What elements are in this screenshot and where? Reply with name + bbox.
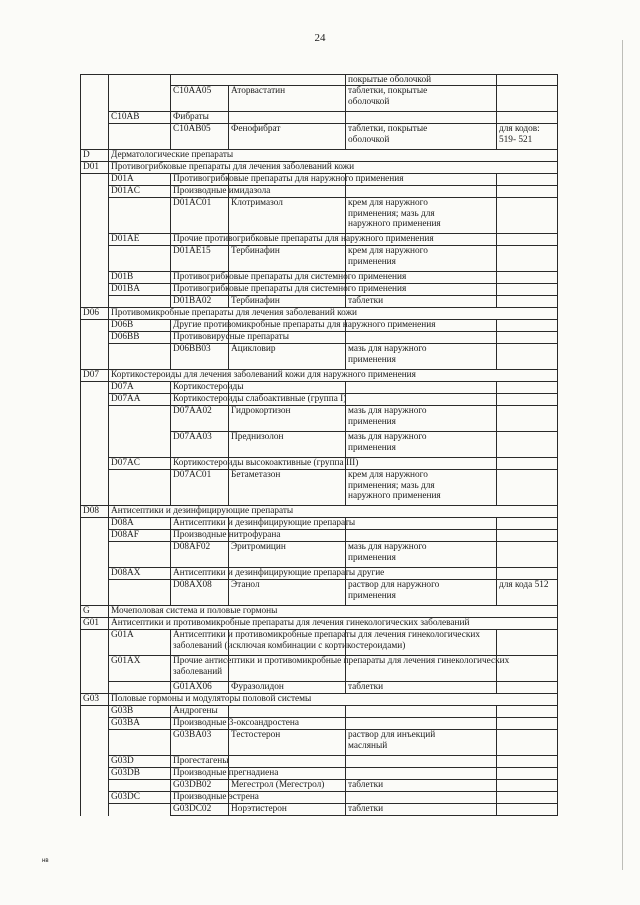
footer-mark: нв [42, 858, 49, 864]
atc-code-cell: Фибраты [173, 112, 209, 122]
atc-code-cell: D07AC01 [173, 470, 212, 480]
column-rule [170, 469, 171, 506]
dosage-form-cell: мазь для наружного применения [348, 432, 427, 453]
level2-code-cell: D07AC [111, 458, 140, 468]
atc-code-cell: D08AF02 [173, 542, 211, 552]
column-rule [496, 405, 497, 432]
drug-name-cell: Аторвастатин [231, 86, 286, 96]
column-rule [228, 85, 229, 112]
column-rule [345, 197, 346, 234]
level2-code-cell: Противомикробные препараты для лечения заболеваний кожи [111, 308, 357, 318]
dosage-form-cell: таблетки [348, 780, 384, 790]
column-rule [345, 431, 346, 458]
dosage-form-cell: таблетки, покрытые оболочкой [348, 86, 428, 107]
level2-code-cell: Дерматологические препараты [111, 150, 234, 160]
dosage-form-cell: раствор для инъекций масляный [348, 730, 436, 751]
level2-code-cell: G03BA [111, 718, 140, 728]
atc-code-cell: D01AC01 [173, 198, 212, 208]
drug-name-cell: Эритромицин [231, 542, 286, 552]
dosage-form-cell: раствор для наружного применения [348, 580, 440, 601]
column-rule [345, 579, 346, 606]
atc-code-cell: Прочие противогрибковые препараты для наружного применения [173, 234, 434, 244]
atc-code-cell: Производные эстрена [173, 792, 259, 802]
column-rule [170, 729, 171, 756]
column-rule [228, 579, 229, 606]
level2-code-cell: D07A [111, 382, 134, 392]
level2-code-cell: Половые гормоны и модуляторы половой системы [111, 694, 312, 704]
level1-code-cell: G [83, 606, 90, 616]
column-rule [170, 245, 171, 272]
dosage-form-cell: таблетки, покрытые оболочкой [348, 124, 428, 145]
level2-code-cell: Мочеполовая система и половые гормоны [111, 606, 278, 616]
atc-code-cell: Антисептики и дезинфицирующие препараты [173, 518, 356, 528]
atc-code-cell: Противогрибковые препараты для наружного применения [173, 174, 404, 184]
page-number: 24 [314, 32, 326, 44]
level2-code-cell: D01B [111, 272, 134, 282]
column-rule [228, 469, 229, 506]
column-rule [228, 123, 229, 150]
column-rule [228, 431, 229, 458]
level2-code-cell: Кортикостероиды для лечения заболеваний кожи для наружного применения [111, 370, 416, 380]
atc-code-cell: Противогрибковые препараты для системного применения [173, 272, 407, 282]
atc-code-cell: G01AX06 [173, 682, 212, 692]
level1-code-cell: D01 [83, 162, 100, 172]
column-rule [170, 85, 171, 112]
drug-name-cell: Ацикловир [231, 344, 276, 354]
atc-code-cell: G03DC02 [173, 804, 212, 814]
column-rule [108, 197, 109, 234]
note-cell: для кода 512 [499, 580, 549, 590]
level1-code-cell: D [83, 150, 90, 160]
level2-code-cell: G01A [111, 630, 134, 640]
column-rule [496, 85, 497, 112]
column-rule [496, 245, 497, 272]
column-rule [496, 469, 497, 506]
atc-code-cell: Производные 3-оксоандростена [173, 718, 299, 728]
dosage-form-cell: мазь для наружного применения [348, 406, 427, 427]
column-rule [108, 469, 109, 506]
atc-code-cell: D07AA02 [173, 406, 212, 416]
drug-name-cell: Мегестрол (Мегестрол) [231, 780, 325, 790]
column-rule [345, 469, 346, 506]
table-rule [80, 74, 557, 75]
column-rule [108, 579, 109, 606]
column-rule [345, 405, 346, 432]
atc-code-cell: D01BA02 [173, 296, 212, 306]
column-rule [345, 245, 346, 272]
drug-name-cell: Фенофибрат [231, 124, 281, 134]
atc-code-cell: D08AX08 [173, 580, 212, 590]
drug-name-cell: Норэтистерон [231, 804, 287, 814]
level2-code-cell: D01AE [111, 234, 140, 244]
atc-code-cell: D06BB03 [173, 344, 211, 354]
table-rule [80, 381, 557, 382]
column-rule [108, 431, 109, 458]
note-cell: для кодов: 519- 521 [499, 124, 540, 145]
atc-code-cell: Кортикостероиды [173, 382, 244, 392]
atc-code-cell: Производные нитрофурана [173, 530, 281, 540]
drug-name-cell: Тербинафин [231, 246, 280, 256]
level2-code-cell: G03DB [111, 768, 140, 778]
column-rule [228, 197, 229, 234]
drug-name-cell: Тербинафин [231, 296, 280, 306]
atc-code-cell: D01AE15 [173, 246, 211, 256]
dosage-form-cell: мазь для наружного применения [348, 344, 427, 365]
drug-name-cell: Фуразолидон [231, 682, 284, 692]
column-rule [170, 197, 171, 234]
level2-code-cell: D01AC [111, 186, 140, 196]
atc-code-cell: Антисептики и дезинфицирующие препараты другие [173, 568, 385, 578]
level2-code-cell: D01A [111, 174, 134, 184]
atc-code-cell: Антисептики и противомикробные препараты для лечения гинекологических заболеваний (исключая комбинации с кортикостероидами) [173, 630, 480, 651]
level2-code-cell: D08AF [111, 530, 139, 540]
drug-name-cell: Гидрокортизон [231, 406, 291, 416]
column-rule [170, 541, 171, 568]
atc-code-cell: Прочие антисептики и противомикробные препараты для лечения гинекологических заболеваний [173, 656, 510, 677]
column-rule [170, 629, 171, 656]
drug-name-cell: Бетаметазон [231, 470, 281, 480]
column-rule [345, 85, 346, 112]
level2-code-cell: G03DC [111, 792, 140, 802]
drug-name-cell: Этанол [231, 580, 260, 590]
level2-code-cell: D06BB [111, 332, 140, 342]
dosage-form-cell: крем для наружного применения [348, 246, 428, 267]
dosage-form-cell: таблетки [348, 804, 384, 814]
level1-code-cell: D07 [83, 370, 100, 380]
drug-name-cell: Тестостерон [231, 730, 281, 740]
column-rule [108, 729, 109, 756]
column-rule [557, 74, 558, 816]
drug-name-cell: Клотримазол [231, 198, 283, 208]
dosage-form-cell: мазь для наружного применения [348, 542, 427, 563]
column-rule [345, 729, 346, 756]
level2-code-cell: D01BA [111, 284, 140, 294]
atc-code-cell: G03DB02 [173, 780, 212, 790]
column-rule [170, 405, 171, 432]
atc-code-cell: Кортикостероиды высокоактивные (группа III) [173, 458, 359, 468]
column-rule [108, 803, 109, 816]
column-rule [496, 197, 497, 234]
atc-code-cell: Производные прегнадиена [173, 768, 279, 778]
level1-code-cell: D08 [83, 506, 100, 516]
column-rule [228, 729, 229, 756]
atc-code-cell: Кортикостероиды слабоактивные (группа I) [173, 394, 347, 404]
column-rule [228, 245, 229, 272]
column-rule [108, 541, 109, 568]
table-rule [170, 815, 557, 816]
column-rule [496, 729, 497, 756]
column-rule [108, 85, 109, 112]
atc-code-cell: Противовирусные препараты [173, 332, 289, 342]
dosage-form-cell: крем для наружного применения; мазь для наружного применения [348, 470, 441, 501]
atc-code-cell: Другие противомикробные препараты для наружного применения [173, 320, 436, 330]
atc-code-cell: C10AB05 [173, 124, 211, 134]
level2-code-cell: Противогрибковые препараты для лечения заболеваний кожи [111, 162, 355, 172]
drug-name-cell: Преднизолон [231, 432, 284, 442]
level1-code-cell: G03 [83, 694, 100, 704]
atc-code-cell: Андрогены [173, 706, 218, 716]
column-rule [496, 123, 497, 150]
atc-code-cell: D07AA03 [173, 432, 212, 442]
column-rule [108, 245, 109, 272]
column-rule [108, 655, 109, 682]
level2-code-cell: G01AX [111, 656, 141, 666]
atc-code-cell: Противогрибковые препараты для системного применения [173, 284, 407, 294]
dosage-form-cell: покрытые оболочкой [348, 75, 432, 85]
level2-code-cell: C10AB [111, 112, 140, 122]
column-rule [345, 343, 346, 370]
column-rule [496, 343, 497, 370]
column-rule [170, 579, 171, 606]
column-rule [345, 541, 346, 568]
atc-code-cell: C10AA05 [173, 86, 212, 96]
column-rule [108, 123, 109, 150]
level2-code-cell: G03B [111, 706, 134, 716]
level2-code-cell: D08A [111, 518, 134, 528]
column-rule [108, 629, 109, 656]
column-rule [496, 579, 497, 606]
column-rule [496, 629, 497, 656]
column-rule [170, 655, 171, 682]
table-rule [80, 705, 557, 706]
column-rule [228, 343, 229, 370]
level2-code-cell: D08AX [111, 568, 141, 578]
column-rule [228, 405, 229, 432]
dosage-form-cell: таблетки [348, 296, 384, 306]
level2-code-cell: G03D [111, 756, 134, 766]
column-rule [108, 343, 109, 370]
level2-code-cell: Антисептики и дезинфицирующие препараты [111, 506, 294, 516]
dosage-form-cell: таблетки [348, 682, 384, 692]
atc-code-cell: G03BA03 [173, 730, 212, 740]
column-rule [170, 431, 171, 458]
atc-code-cell: Производные имидазола [173, 186, 271, 196]
atc-code-cell: Прогестагены [173, 756, 229, 766]
column-rule [170, 123, 171, 150]
column-rule [228, 541, 229, 568]
level1-code-cell: G01 [83, 618, 100, 628]
level2-code-cell: D07AA [111, 394, 141, 404]
level2-code-cell: D06B [111, 320, 134, 330]
column-rule [170, 343, 171, 370]
column-rule [345, 123, 346, 150]
column-rule [108, 405, 109, 432]
dosage-form-cell: крем для наружного применения; мазь для наружного применения [348, 198, 441, 229]
column-rule [496, 431, 497, 458]
level2-code-cell: Антисептики и противомикробные препараты для лечения гинекологических заболеваний [111, 618, 470, 628]
level1-code-cell: D06 [83, 308, 100, 318]
column-rule [496, 541, 497, 568]
